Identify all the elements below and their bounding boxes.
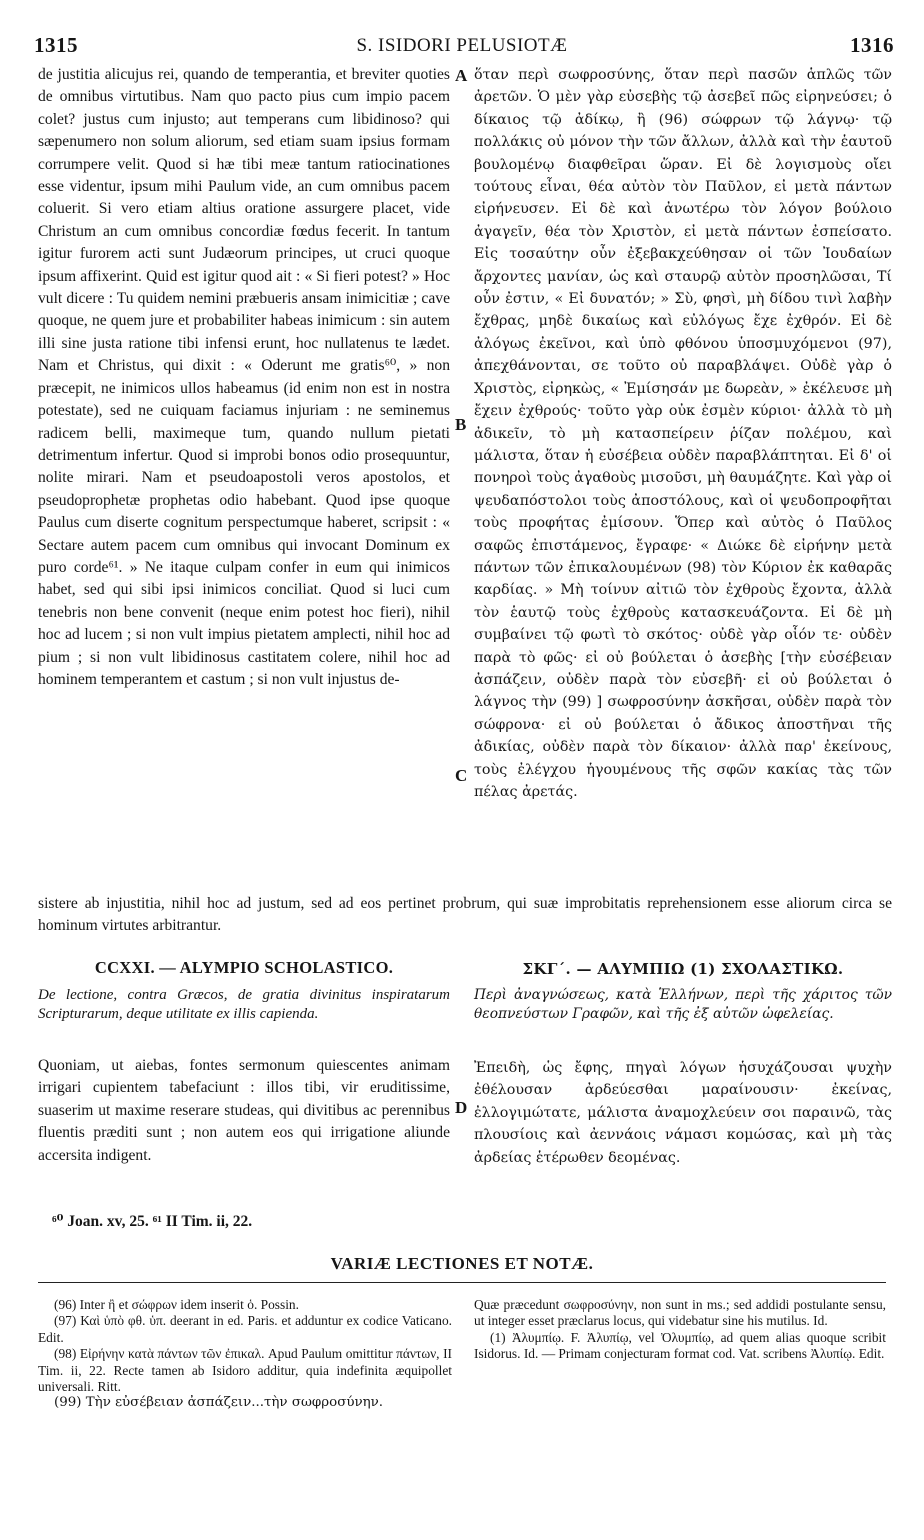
margin-letter-a: A [455, 66, 468, 85]
greek-letter-title: ΣΚΓ΄. — ΑΛΥΜΠΙΩ (1) ΣΧΟΛΑΣΤΙΚΩ. [522, 960, 844, 978]
page-header [0, 33, 924, 61]
note-97: (97) Καὶ ὑπὸ φθ. ὑπ. deerant in ed. Paris. et adduntur ex codice Vaticano. Edit. [38, 1313, 452, 1345]
full-width-paragraph: sistere ab injustitia, nihil hoc ad justum, sed ad eos pertinet probrum, qui suæ improbitatis reprehensionem esse aliorum circa se hominum virtutes arbitrantur. [38, 895, 892, 935]
greek-letter-body: Ἐπειδὴ, ὡς ἔφης, πηγαὶ λόγων ἡσυχάζουσαι ψυχὴν ἐθέλουσαν ἀρδεύεσθαι μαραίνουσιν· ἐκείνας, ἐλλογιμώτατε, μάλιστα ἀναμοχλεύειν σοι παραινῶ, τὰς πλουσίοις καὶ ἀεννάοις νάμασι κομώσας, καὶ μὴ τὰς ἀρδείας ἑτέρωθεν δεομένας. [474, 1060, 892, 1166]
greek-column [474, 64, 892, 889]
note-96: (96) Inter ἢ et σώφρων idem inserit ὁ. Possin. [54, 1297, 299, 1312]
latin-column [38, 64, 450, 889]
running-title: S. ISIDORI PELUSIOTÆ [356, 35, 568, 56]
margin-letter-b: B [455, 415, 467, 434]
note-99: (99) Τὴν εὐσέβειαν ἀσπάζειν...τὴν σωφροσύνην. [54, 1395, 384, 1411]
latin-letter-body: Quoniam, ut aiebas, fontes sermonum quiescentes animam irrigari cupientem tabefaciunt : illos tibi, vir eruditissime, suaserim ut maxime reserare studeas, qui divitibus ac perennibus fluentis præditi sunt ; non autem eos qui irrigatione aliunde accersita indigent. [38, 1057, 450, 1164]
page-number-right: 1316 [850, 33, 894, 57]
margin-letter-d: D [455, 1098, 468, 1117]
page-number-left: 1315 [34, 33, 78, 57]
notes-right-column [474, 1297, 886, 1363]
latin-letter-subtitle: De lectione, contra Græcos, de gratia divinitus inspiratarum Scripturarum, deque utilitate ex illis capienda. [38, 987, 450, 1022]
latin-letter-title: CCXXI. — ALYMPIO SCHOLASTICO. [94, 958, 394, 977]
notes-left-column [38, 1297, 452, 1412]
greek-letter-subtitle: Περὶ ἀναγνώσεως, κατὰ Ἑλλήνων, περὶ τῆς χάριτος τῶν θεοπνεύστων Γραφῶν, καὶ τῆς ἐξ αὐτῶν ὠφελείας. [474, 987, 892, 1022]
footnotes: ⁶⁰ Joan. xv, 25. ⁶¹ II Tim. ii, 22. [52, 1213, 253, 1230]
note-1: (1) Ἀλυμπίῳ. F. Ἀλυπίῳ, vel Ὀλυμπίῳ, ad quem alias quoque scribit Isidorus. Id. — Primam conjecturam format cod. Vat. scribens Ἀλυπίῳ. Edit. [474, 1329, 886, 1362]
greek-paragraph: ὅταν περὶ σωφροσύνης, ὅταν περὶ πασῶν ἁπλῶς τῶν ἀρετῶν. Ὁ μὲν γὰρ εὐσεβὴς τῷ ἀσεβεῖ πῶς εἰρηνεύσει; ὁ δίκαιος τῷ ἀδίκῳ, ἢ (96) σώφρων τῷ λάγνῳ· τῷ πολλάκις οὐ μόνον τὴν τῶν ἄλλων, ἀλλὰ καὶ τὴν ἑαυτοῦ βουλομένῳ διαφθεῖραι ὥραν. Εἰ δὲ λογισμοὺς οἴει τούτους εἶναι, θέα αὐτὸν τὸν Παῦλον, εἰ μετὰ πάντων εἰρήνευσεν. Εἰ δὲ καὶ ἀνωτέρω τὸν λόγον βούλοιο ἀγαγεῖν, θέα τὸν Χριστὸν, εἰ μετὰ πάντων ἐσπείσατο. Εἰς τοσαύτην οὖν ἐξεβακχεύθησαν οἱ τῶν Ἰουδαίων ἄρχοντες μανίαν, ὡς καὶ σταυρῷ αὐτὸν προσηλῶσαι, Τί οὖν ἐστιν, « Εἰ δυνατόν; » Σὺ, φησὶ, μὴ δίδου τινὶ λαβὴν ἔχθρας, μηδὲ δικαίως καὶ εὐλόγως ἔχε ἐχθρόν. Εἰ δὲ ἀλόγως ἐκεῖνοι, καὶ ὑπὸ φθόνου ὑποσμυχόμενοι (97), ἀπεχθάνονται, σε τοῦτο οὐ παραβλάψει. Οὐδὲ γὰρ ὁ Χριστὸς, εἰρηκὼς, « Ἐμίσησάν με δωρεὰν, » ἐκέλευσε μὴ ἔχειν ἐχθρούς· τοῦτο γὰρ οὐκ ἐσμὲν κύριοι· ἀλλὰ τὸ μὴ ἀδικεῖν, τὸ μὴ κατασπείρειν ῥίζαν πολέμου, καὶ μάλιστα, ὅταν ἡ εὐσέβεια οὐδὲν παραβλάπτηται. Εἰ δ' οἱ πονηροὶ τοὺς ἀγαθοὺς μισοῦσι, μὴ θαυμάζητε. Καὶ γὰρ οἱ ψευδαπόστολοι τοὺς ἀποστόλους, καὶ οἱ ψευδοπροφῆται τοὺς προφήτας ἐμίσουν. Ὅπερ καὶ αὐτὸς ὁ Παῦλος σαφῶς ἐπιστάμενος, ἔγραφε· « Διώκε δὲ εἰρήνην μετὰ πάντων τῶν ἐπικαλουμένων (98) τὸν Κύριον ἐκ καθαρᾶς καρδίας. » Μὴ τοίνυν αἰτιῶ τὸν ἐχθροὺς ἔχοντα, ἀλλὰ τὸν ἑαυτῷ τοὺς ἐχθροὺς κατασκευάζοντα. Εἰ δὲ μὴ συμβαίνει τῷ φωτὶ τὸ σκότος· οὐδὲ γὰρ οἷόν τε· οὐδὲν παρὰ τὸ φῶς· εἰ οὐ βούλεται ὁ ἀσεβὴς [τὴν εὐσέβειαν ἀσπάζειν, οὐδὲν παρὰ τὸν εὐσεβῆ· εἰ οὐ βούλεται ὁ λάγνος τὴν (99) ] σωφροσύνην ἀσκῆσαι, οὐδὲν παρὰ τὸν σώφρονα· εἰ οὐ βούλεται ὁ ἄδικος ἀποστῆναι τῆς ἀδικίας, οὐδὲν παρὰ τὸν δίκαιον· ἀλλὰ παρ' ἐκείνους, τοὺς ἐλέγχου ἡγουμένους τῆς σφῶν κακίας τὰς τῶν πέλας ἀρετάς. [474, 67, 892, 800]
notes-rule [38, 1282, 886, 1283]
variae-title: VARIÆ LECTIONES ET NOTÆ. [330, 1254, 594, 1273]
note-98: (98) Εἰρήνην κατὰ πάντων τῶν ἐπικαλ. Apud Paulum omittitur πάντων, II Tim. ii, 22. Recte tamen ab Isidoro additur, quia indefinita æquipollet universali. Ritt. [38, 1346, 452, 1395]
note-99-continued: Quæ præcedunt σωφροσύνην, non sunt in ms.; sed addidi postulante sensu, ut integer esset præclarus locus, qui videbatur sine his mutilus. Id. [474, 1297, 886, 1329]
margin-letter-c: C [455, 766, 468, 785]
latin-paragraph: de justitia alicujus rei, quando de temperantia, et breviter quoties de omnibus virtutibus. Nam quo pacto pius cum impio pacem colet? justus cum injusto; aut temperans cum libidinoso? qui sæpenumero non solum aliorum, sed etiam suam ipsius formam corrumpere velit. Quod si hæ tibi meæ tantum ratiocinationes esse videntur, ipsum mihi Paulum vide, an cum omnibus pacem coluerit. Si vero etiam altius oratione assurgere placet, vide Christum an cum omnibus concordiæ fœdus fecerit. In tantum igitur furorem acti sunt Judæorum principes, ut cruci quoque ipsum affixerint. Quid est igitur quod ait : « Si fieri potest? » Hoc vult dicere : Tu quidem nemini præbueris ansam inimicitiæ ; cave quoque, ne quem jure et probabiliter habeas inimicum : sin autem illi sine justa ratione tibi infensi erunt, hoc nullatenus te lædet. Nam et Christus, qui dixit : « Oderunt me gratis⁶⁰, » non præcepit, ne inimicos ullos habeamus (id enim non est in nostra potestate), sed ne cuiquam faciamus injuriam : ne seminemus radicem belli, maximeque tum, quando nullum pietati detrimentum infertur. Quod si improbi bonos odio prosequuntur, nolite mirari. Nam et pseudoapostoli veros apostolos, et pseudoprophetæ prophetas odio habebant. Quod ipse quoque Paulus cum diserte cognitum perspectumque haberet, scripsit : « Sectare autem pacem cum omnibus qui invocant Dominum ex puro corde⁶¹. » Ne itaque culpam confer in eum qui inimicos habet, sed qui sibi ipsi inimicos conciliat. Quod si luci cum tenebris non bene convenit (neque enim potest hoc fieri), nihil hoc ad lucem ; si non vult impius pietatem amplecti, nihil hoc ad pium ; si non vult libidinosus castitatem colere, nihil hoc ad hominem temperantem et castum ; si non vult injustus de- [38, 66, 450, 688]
